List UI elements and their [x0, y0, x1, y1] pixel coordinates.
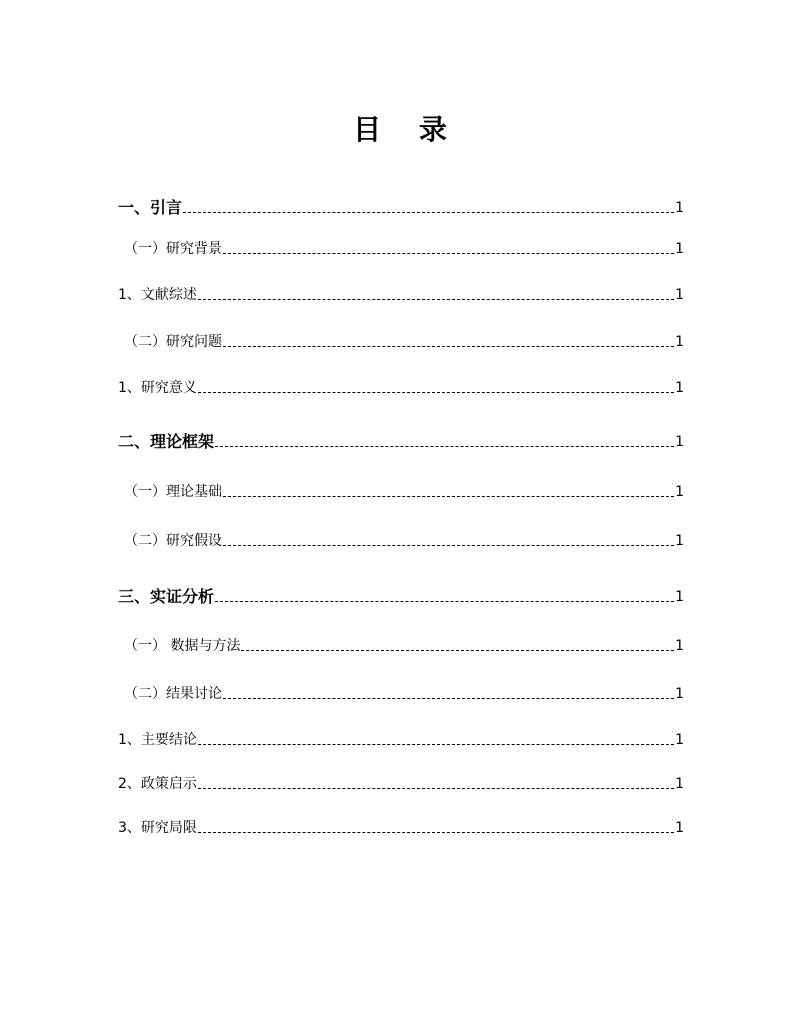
toc-entry-section[interactable] — [124, 480, 684, 502]
toc-entry-text: 1、文献综述 — [118, 287, 197, 303]
toc-entry-section[interactable] — [124, 634, 684, 656]
toc-leader — [215, 601, 674, 602]
toc-page-number: 1 — [675, 287, 684, 303]
toc-page-number: 1 — [675, 638, 684, 654]
toc-entry-text: 三、实证分析 — [118, 587, 215, 606]
toc-leader — [198, 299, 674, 300]
toc-leader — [198, 788, 674, 789]
toc-leader — [198, 832, 674, 833]
toc-entry-subsection[interactable] — [118, 816, 684, 838]
toc-entry-text: （二）结果讨论 — [124, 686, 222, 702]
toc-page-number: 1 — [675, 334, 684, 350]
toc-page-number: 1 — [675, 589, 684, 605]
toc-entry-text: （一） 数据与方法 — [124, 638, 241, 654]
toc-page-number: 1 — [675, 484, 684, 500]
toc-page-number: 1 — [675, 776, 684, 792]
toc-leader — [198, 392, 674, 393]
toc-page-number: 1 — [675, 732, 684, 748]
toc-entry-text: （二）研究假设 — [124, 533, 222, 549]
toc-entry-subsection[interactable] — [118, 772, 684, 794]
toc-leader — [198, 744, 674, 745]
toc-entry-text: 一、引言 — [118, 198, 183, 217]
toc-page-number: 1 — [675, 820, 684, 836]
toc-leader — [223, 545, 674, 546]
toc-entry-section[interactable] — [124, 237, 684, 259]
toc-page-number: 1 — [675, 434, 684, 450]
toc-entry-subsection[interactable] — [118, 728, 684, 750]
toc-entry-text: 2、政策启示 — [118, 776, 197, 792]
toc-entry-text: 1、主要结论 — [118, 732, 197, 748]
toc-entry-section[interactable] — [124, 682, 684, 704]
toc-title: 目 录 — [353, 113, 461, 146]
toc-leader — [241, 650, 674, 651]
toc-entry-section[interactable] — [124, 529, 684, 551]
toc-entry-subsection[interactable] — [118, 283, 684, 305]
toc-leader — [215, 446, 674, 447]
toc-page-number: 1 — [675, 533, 684, 549]
toc-entry-section[interactable] — [124, 330, 684, 352]
toc-entry-text: （一）理论基础 — [124, 484, 222, 500]
toc-leader — [223, 698, 674, 699]
toc-page-number: 1 — [675, 380, 684, 396]
toc-leader — [223, 253, 674, 254]
toc-leader — [223, 346, 674, 347]
toc-leader — [223, 496, 674, 497]
toc-entry-text: 3、研究局限 — [118, 820, 197, 836]
toc-entry-text: （二）研究问题 — [124, 334, 222, 350]
toc-page-number: 1 — [675, 686, 684, 702]
toc-entry-text: 1、研究意义 — [118, 380, 197, 396]
toc-page-number: 1 — [675, 200, 684, 216]
toc-entry-chapter-3[interactable] — [118, 585, 684, 607]
toc-leader — [183, 212, 674, 213]
toc-entry-chapter-1[interactable] — [118, 196, 684, 218]
toc-page-number: 1 — [675, 241, 684, 257]
toc-entry-subsection[interactable] — [118, 376, 684, 398]
toc-entry-text: （一）研究背景 — [124, 241, 222, 257]
toc-entry-text: 二、理论框架 — [118, 432, 215, 451]
toc-entry-chapter-2[interactable] — [118, 430, 684, 452]
